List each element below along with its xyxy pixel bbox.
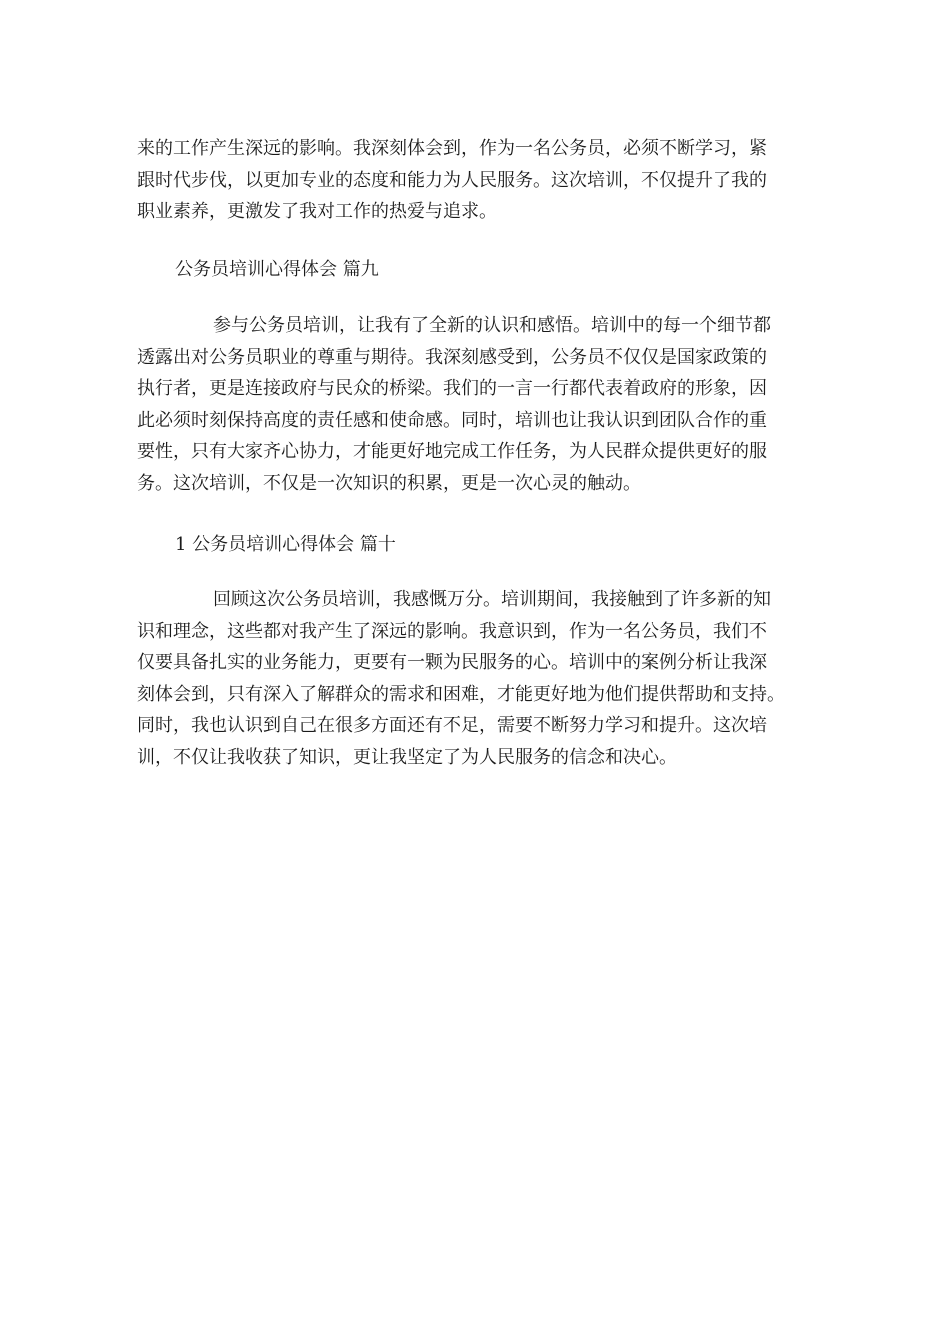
paragraph-line: 透露出对公务员职业的尊重与期待。我深刻感受到，公务员不仅仅是国家政策的 — [137, 346, 767, 368]
paragraph-line: 职业素养，更激发了我对工作的热爱与追求。 — [137, 201, 497, 222]
section-heading-10: 1 公务员培训心得体会 篇十 — [175, 534, 396, 555]
paragraph-line: 刻体会到，只有深入了解群众的需求和困难，才能更好地为他们提供帮助和支持。 — [137, 683, 785, 705]
section-9-paragraph — [137, 310, 827, 499]
paragraph-line: 此必须时刻保持高度的责任感和使命感。同时，培训也让我认识到团队合作的重 — [137, 409, 767, 431]
intro-paragraph — [137, 133, 827, 228]
paragraph-line: 回顾这次公务员培训，我感慨万分。培训期间，我接触到了许多新的知 — [213, 589, 771, 610]
section-10-paragraph — [137, 584, 827, 773]
paragraph-line: 要性，只有大家齐心协力，才能更好地完成工作任务，为人民群众提供更好的服 — [137, 441, 767, 462]
paragraph-line: 训，不仅让我收获了知识，更让我坚定了为人民服务的信念和决心。 — [137, 746, 677, 768]
paragraph-line: 来的工作产生深远的影响。我深刻体会到，作为一名公务员，必须不断学习，紧 — [137, 138, 767, 159]
paragraph-line: 识和理念，这些都对我产生了深远的影响。我意识到，作为一名公务员，我们不 — [137, 620, 767, 642]
paragraph-line: 参与公务员培训，让我有了全新的认识和感悟。培训中的每一个细节都 — [213, 315, 771, 336]
paragraph-line: 仅要具备扎实的业务能力，更要有一颗为民服务的心。培训中的案例分析让我深 — [137, 652, 767, 673]
paragraph-line: 务。这次培训，不仅是一次知识的积累，更是一次心灵的触动。 — [137, 472, 641, 494]
paragraph-line: 同时，我也认识到自己在很多方面还有不足，需要不断努力学习和提升。这次培 — [137, 715, 767, 736]
section-heading-9: 公务员培训心得体会 篇九 — [175, 259, 379, 280]
paragraph-line: 执行者，更是连接政府与民众的桥梁。我们的一言一行都代表着政府的形象，因 — [137, 378, 767, 399]
paragraph-line: 跟时代步伐，以更加专业的态度和能力为人民服务。这次培训，不仅提升了我的 — [137, 169, 767, 191]
